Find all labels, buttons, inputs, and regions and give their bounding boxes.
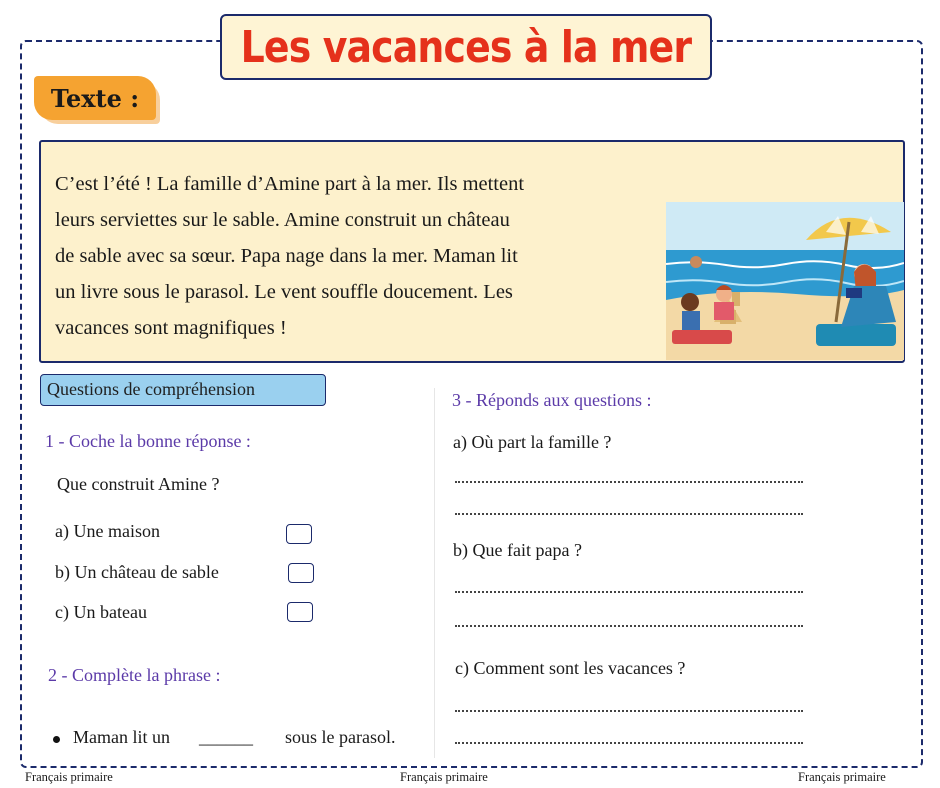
answer-line-c1[interactable] — [455, 710, 803, 712]
reading-line: leurs serviettes sur le sable. Amine construit un château — [55, 209, 510, 231]
page-title: Les vacances à la mer — [240, 21, 692, 73]
option-a-checkbox[interactable] — [286, 524, 312, 544]
option-c-checkbox[interactable] — [287, 602, 313, 622]
beach-illustration — [666, 202, 904, 360]
texte-tag — [34, 76, 162, 126]
section1-heading: 1 - Coche la bonne réponse : — [45, 431, 251, 451]
question-b: b) Que fait papa ? — [453, 540, 582, 560]
section3-heading: 3 - Réponds aux questions : — [452, 390, 652, 410]
reading-text — [55, 166, 675, 346]
bullet — [53, 736, 60, 743]
footer-left: Français primaire — [25, 770, 113, 784]
column-divider — [434, 388, 435, 758]
answer-line-a2[interactable] — [455, 513, 803, 515]
reading-line: de sable avec sa sœur. Papa nage dans la mer. Maman lit — [55, 245, 518, 267]
option-b-label: b) Un château de sable — [55, 562, 219, 582]
question-c: c) Comment sont les vacances ? — [455, 658, 686, 678]
option-b-checkbox[interactable] — [288, 563, 314, 583]
option-c-label: c) Un bateau — [55, 602, 147, 622]
texte-label: Texte : — [34, 76, 156, 120]
footer-center: Français primaire — [400, 770, 488, 784]
reading-panel — [39, 140, 905, 363]
reading-line: vacances sont magnifiques ! — [55, 317, 287, 339]
answer-line-c2[interactable] — [455, 742, 803, 744]
title-box — [220, 14, 712, 80]
option-a-label: a) Une maison — [55, 521, 160, 541]
section1-question: Que construit Amine ? — [57, 474, 220, 494]
sentence-blank[interactable]: ______ — [199, 727, 253, 747]
reading-line: C’est l’été ! La famille d’Amine part à la mer. Ils mettent — [55, 173, 525, 195]
sentence-start: Maman lit un — [73, 727, 170, 747]
footer-right: Français primaire — [798, 770, 886, 784]
questions-label: Questions de compréhension — [40, 374, 326, 406]
section2-heading: 2 - Complète la phrase : — [48, 665, 221, 685]
answer-line-a1[interactable] — [455, 481, 803, 483]
sentence-end: sous le parasol. — [285, 727, 396, 747]
question-a: a) Où part la famille ? — [453, 432, 612, 452]
answer-line-b2[interactable] — [455, 625, 803, 627]
reading-line: un livre sous le parasol. Le vent souffle doucement. Les — [55, 281, 513, 303]
answer-line-b1[interactable] — [455, 591, 803, 593]
